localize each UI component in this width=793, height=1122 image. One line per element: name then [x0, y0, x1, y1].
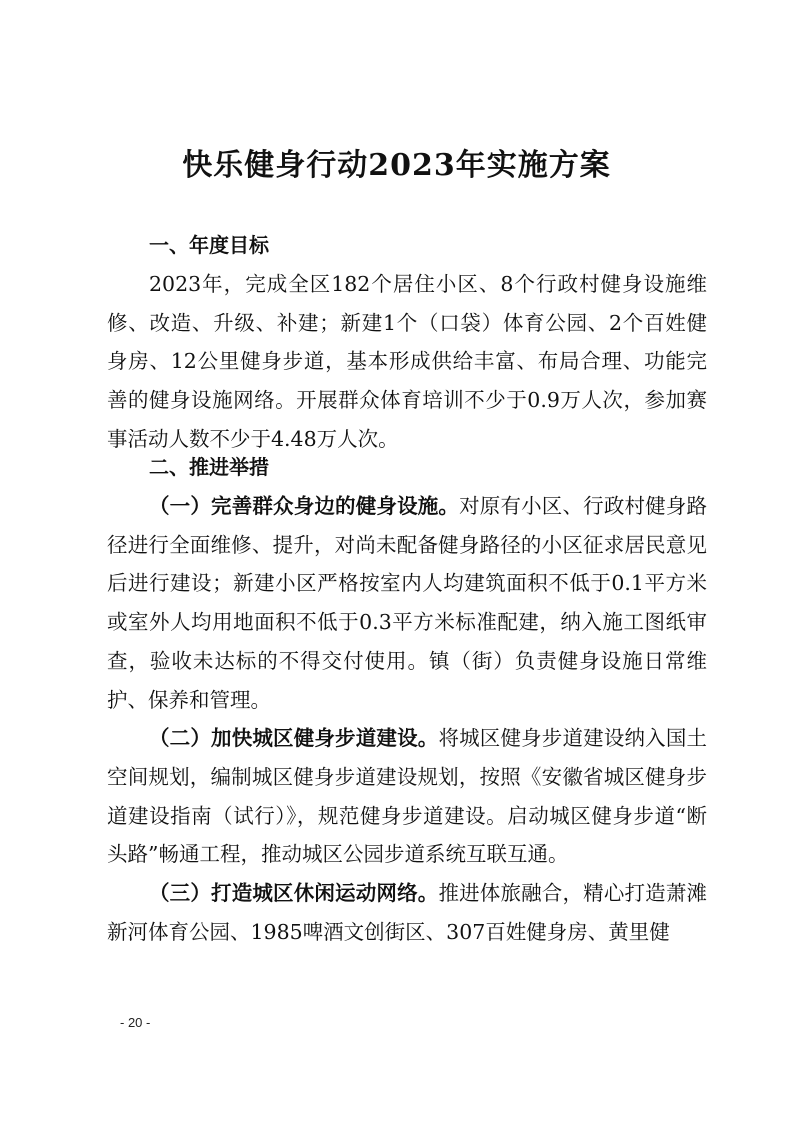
measure-item-3	[107, 874, 707, 951]
measure-item-2	[107, 719, 707, 874]
measure-item-1-body: 对原有小区、行政村健身路径进行全面维修、提升，对尚未配备健身路径的小区征求居民意见后进行建设；新建小区严格按室内人均建筑面积不低于0.1平方米或室外人均用地面积不低于0.3平方米标准配建，纳入施工图纸审查，验收未达标的不得交付使用。镇（街）负责健身设施日常维护、保养和管理。	[107, 494, 708, 712]
measure-item-1	[107, 487, 707, 719]
measure-item-1-lead: （一）完善群众身边的健身设施。	[149, 494, 460, 518]
measure-item-2-lead: （二）加快城区健身步道建设。	[149, 726, 439, 751]
goals-paragraph: 2023年，完成全区182个居住小区、8个行政村健身设施维修、改造、升级、补建；新建1个（口袋）体育公园、2个百姓健身房、12公里健身步道，基本形成供给丰富、布局合理、功能完善的健身设施网络。开展群众体育培训不少于0.9万人次，参加赛事活动人数不少于4.48万人次。	[107, 272, 707, 451]
page-number: - 20 -	[120, 1015, 151, 1030]
section-heading-measures: 二、推进举措	[149, 455, 269, 479]
measure-item-3-body: 推进体旅融合，精心打造萧滩新河体育公园、1985啤酒文创街区、307百姓健身房、黄里健	[107, 881, 708, 944]
section-annual-goals	[107, 225, 707, 459]
page-title: 快乐健身行动2023年实施方案	[182, 148, 611, 183]
section-measures	[107, 447, 707, 951]
measure-item-3-lead: （三）打造城区休闲运动网络。	[149, 881, 439, 906]
section-heading-goals: 一、年度目标	[149, 233, 269, 257]
measure-item-2-body: 将城区健身步道建设纳入国土空间规划，编制城区健身步道建设规划，按照《安徽省城区健身步道建设指南（试行）》，规范健身步道建设。启动城区健身步道“断头路”畅通工程，推动城区公园步道系统互联互通。	[107, 726, 708, 867]
